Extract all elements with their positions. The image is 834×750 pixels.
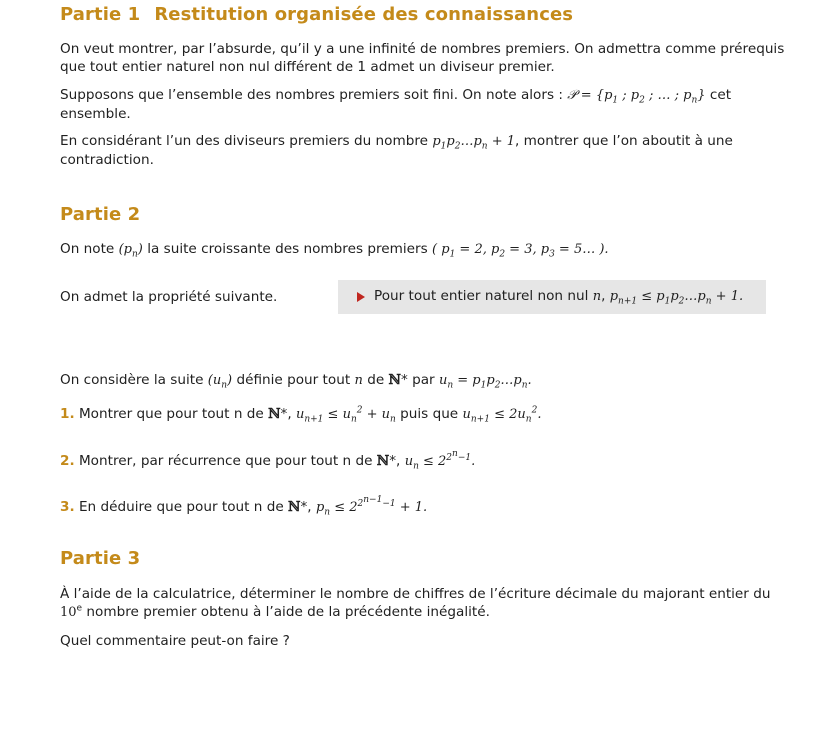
partie-1-number: Partie 1 bbox=[60, 4, 141, 25]
consider-mid: définie pour tout bbox=[236, 372, 351, 388]
q1-formula-2: $u_{n+1} \le 2u_n^2$. bbox=[462, 405, 542, 425]
tenth-number: 10 bbox=[60, 605, 77, 620]
partie-1-paragraph-1: On veut montrer, par l’absurde, qu’il y a une infinité de nombres premiers. On admettra comme prérequis que tout entier naturel non nul différent de 1 admet un diviseur premier. bbox=[60, 41, 785, 75]
partie-2-heading: Partie 2 bbox=[60, 204, 141, 225]
question-3: 3. En déduire que pour tout n de ℕ*, $p_n \le 2^{2^{n-1}-1} + 1$. bbox=[60, 494, 428, 518]
partie-1-heading bbox=[60, 4, 573, 25]
property-text: Pour tout entier naturel non nul n, $p_{n+1}$ ≤ $p_1p_2\dots p_n + 1$. bbox=[374, 288, 744, 307]
q2-text: Montrer, par récurrence que pour tout n de bbox=[78, 453, 373, 469]
triangle-bullet-icon bbox=[357, 292, 365, 302]
p2-end: cet ensemble. bbox=[60, 87, 732, 122]
p-mid: la suite croissante des nombres premiers bbox=[147, 241, 428, 257]
property-box bbox=[338, 280, 766, 314]
question-2: 2. Montrer, par récurrence que pour tout n de ℕ*, $u_n \le 2^{2^n-1}$. bbox=[60, 448, 476, 472]
property-formula: $p_{n+1}$ ≤ $p_1p_2\dots p_n + 1$. bbox=[609, 289, 744, 307]
un-formula: $u_n$ = $p_1p_2\dots p_n$. bbox=[438, 373, 532, 391]
p3-end: , montrer que l’on aboutit à une contradiction. bbox=[60, 133, 733, 168]
admet-text: On admet la propriété suivante. bbox=[60, 289, 278, 305]
p2-text: Supposons que l’ensemble des nombres premiers soit fini. On note alors : bbox=[60, 87, 563, 103]
question-1: 1. Montrer que pour tout n de ℕ*, $u_{n+1} \le u_n^2 + u_n$ puis que $u_{n+1} \le 2u_n^2$. bbox=[60, 405, 542, 425]
consider-de: de bbox=[367, 372, 385, 388]
partie-2-paragraph-1 bbox=[60, 240, 790, 259]
q1-number: 1. bbox=[60, 406, 75, 422]
p3-line1: À l’aide de la calculatrice, déterminer le nombre de chiffres de l’écriture décimale du majorant entier du bbox=[60, 586, 771, 602]
q3-number: 3. bbox=[60, 499, 75, 515]
sequence-un-definition: On considère la suite $(u_n)$ définie pour tout n de ℕ* par $u_n$ = $p_1p_2\dots p_n$. bbox=[60, 372, 532, 391]
p3-line2: nombre premier obtenu à l’aide de la précédente inégalité. bbox=[86, 604, 490, 620]
partie-3-paragraph-1 bbox=[60, 585, 790, 622]
q1-mid: puis que bbox=[400, 406, 459, 422]
sequence-pn: $(p_n)$ bbox=[118, 242, 143, 260]
q3-formula: $p_n \le 2^{2^{n-1}-1} + 1$. bbox=[315, 494, 428, 518]
tenth-sup: e bbox=[76, 603, 83, 614]
prime-set-formula: 𝒫 = {$p_1$ ; $p_2$ ; … ; $p_n$} bbox=[567, 88, 706, 106]
q2-formula: $u_n \le 2^{2^n-1}$. bbox=[404, 448, 476, 472]
first-primes-formula: ( $p_1 = 2$, $p_2 = 3$, $p_3$ = 5… ). bbox=[432, 242, 609, 260]
q2-number: 2. bbox=[60, 453, 75, 469]
partie-3-paragraph-2: Quel commentaire peut-on faire ? bbox=[60, 633, 290, 649]
partie-1-paragraph-3 bbox=[60, 132, 790, 169]
p3-start: En considérant l’un des diviseurs premiers du nombre bbox=[60, 133, 428, 149]
partie-3-heading: Partie 3 bbox=[60, 548, 141, 569]
q3-text: En déduire que pour tout n de bbox=[78, 499, 284, 515]
consider-start: On considère la suite bbox=[60, 372, 204, 388]
partie-1-title: Restitution organisée des connaissances bbox=[154, 4, 574, 25]
box-text: Pour tout entier naturel non nul bbox=[374, 288, 589, 304]
partie-1-paragraph-2 bbox=[60, 86, 790, 123]
q1-text: Montrer que pour tout n de bbox=[78, 406, 264, 422]
q1-formula-1: $u_{n+1} \le u_n^2 + u_n$ bbox=[295, 405, 396, 425]
consider-par: par bbox=[412, 372, 435, 388]
product-plus-one-formula: $p_1p_2\dots p_n + 1$ bbox=[432, 134, 515, 152]
p-start: On note bbox=[60, 241, 115, 257]
